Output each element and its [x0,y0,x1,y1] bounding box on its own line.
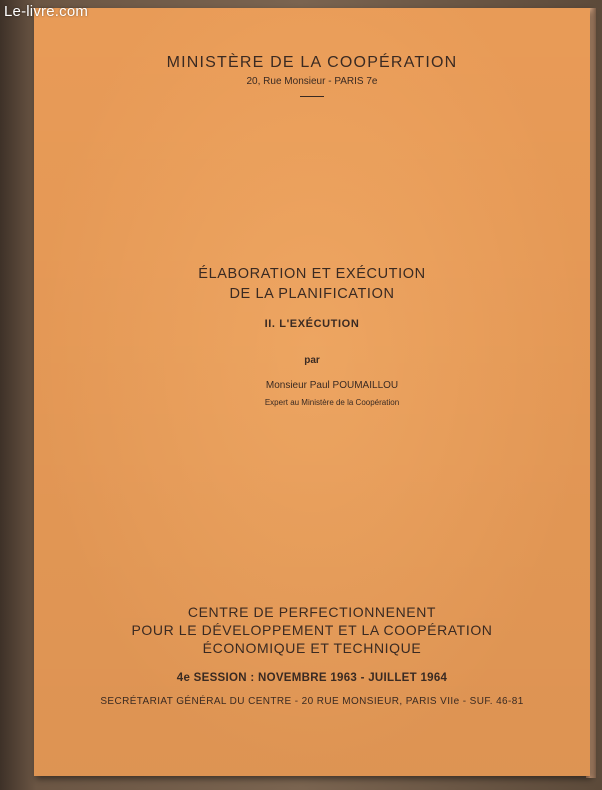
document-cover [34,8,590,776]
ministry-address: 20, Rue Monsieur - PARIS 7e [246,76,378,87]
ministry-title: MINISTÈRE DE LA COOPÉRATION [166,54,458,71]
author-name: Monsieur Paul POUMAILLOU [265,380,399,391]
document-title-line-1: ÉLABORATION ET EXÉCUTION [198,266,426,282]
document-part: II. L'EXÉCUTION [264,318,360,330]
centre-name-line-3: ÉCONOMIQUE ET TECHNIQUE [202,640,422,656]
document-title-line-2: DE LA PLANIFICATION [229,286,395,302]
divider [300,96,324,97]
byline-par: par [304,355,320,366]
centre-name-line-2: POUR LE DÉVELOPPEMENT ET LA COOPÉRATION [131,622,493,638]
session-dates: 4e SESSION : NOVEMBRE 1963 - JUILLET 1964 [176,672,448,684]
watermark-logo: Le-livre.com [4,3,89,20]
author-role: Expert au Ministère de la Coopération [264,398,400,407]
secretariat-address: SECRÉTARIAT GÉNÉRAL DU CENTRE - 20 RUE MONSIEUR, PARIS VIIe - SUF. 46-81 [100,696,524,707]
centre-name-line-1: CENTRE DE PERFECTIONNENENT [187,604,437,620]
